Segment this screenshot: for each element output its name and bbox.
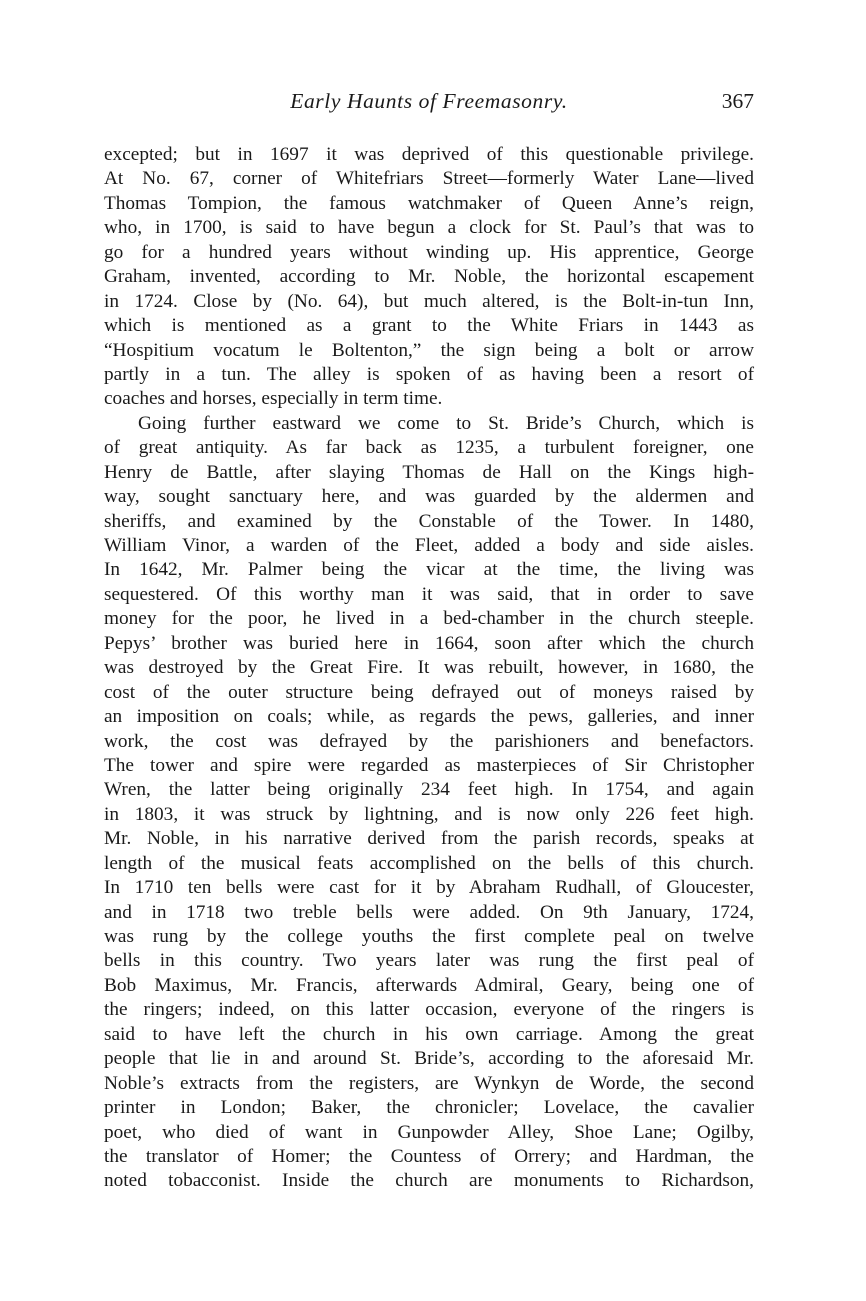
text-line: Graham, invented, according to Mr. Noble, the horizontal escapement — [104, 266, 754, 288]
text-line: which is mentioned as a grant to the White Friars in 1443 as — [104, 315, 754, 337]
text-line: money for the poor, he lived in a bed-chamber in the church steeple. — [104, 608, 754, 630]
text-line: Noble’s extracts from the registers, are Wynkyn de Worde, the second — [104, 1072, 754, 1094]
body-text — [104, 143, 754, 1194]
text-line: sequestered. Of this worthy man it was said, that in order to save — [104, 583, 754, 605]
text-line: in 1724. Close by (No. 64), but much altered, is the Bolt-in-tun Inn, — [104, 290, 754, 312]
text-line: in 1803, it was struck by lightning, and is now only 226 feet high. — [104, 803, 754, 825]
text-line: The tower and spire were regarded as masterpieces of Sir Christopher — [104, 754, 754, 776]
text-line: length of the musical feats accomplished on the bells of this church. — [104, 852, 754, 874]
text-line: In 1642, Mr. Palmer being the vicar at the time, the living was — [104, 559, 754, 581]
text-line: was rung by the college youths the first complete peal on twelve — [104, 926, 754, 947]
text-line: was destroyed by the Great Fire. It was rebuilt, however, in 1680, the — [104, 657, 754, 679]
running-head — [104, 86, 754, 116]
text-line: Wren, the latter being originally 234 feet high. In 1754, and again — [104, 779, 754, 801]
text-line: Pepys’ brother was buried here in 1664, soon after which the church — [104, 632, 754, 654]
text-line: William Vinor, a warden of the Fleet, added a body and side aisles. — [104, 535, 754, 556]
text-line: “Hospitium vocatum le Boltenton,” the sign being a bolt or arrow — [104, 339, 754, 361]
text-line: In 1710 ten bells were cast for it by Abraham Rudhall, of Gloucester, — [104, 877, 754, 899]
text-line: Mr. Noble, in his narrative derived from the parish records, speaks at — [104, 828, 754, 850]
paragraph — [104, 412, 754, 1194]
text-line: said to have left the church in his own carriage. Among the great — [104, 1023, 754, 1045]
paragraph — [104, 143, 754, 412]
text-line: an imposition on coals; while, as regards the pews, galleries, and inner — [104, 706, 754, 728]
text-line: noted tobacconist. Inside the church are monuments to Richardson, — [104, 1170, 754, 1192]
text-line: poet, who died of want in Gunpowder Alley, Shoe Lane; Ogilby, — [104, 1121, 754, 1143]
text-line: partly in a tun. The alley is spoken of as having been a resort of — [104, 363, 754, 385]
text-line: printer in London; Baker, the chronicler; Lovelace, the cavalier — [104, 1097, 754, 1119]
running-title: Early Haunts of Freemasonry. — [290, 89, 568, 113]
text-line: Bob Maximus, Mr. Francis, afterwards Admiral, Geary, being one of — [104, 974, 754, 996]
text-line: excepted; but in 1697 it was deprived of this questionable privilege. — [104, 144, 754, 165]
text-line: who, in 1700, is said to have begun a clock for St. Paul’s that was to — [104, 217, 754, 239]
text-line: go for a hundred years without winding up. His apprentice, George — [104, 241, 754, 263]
text-line: bells in this country. Two years later was rung the first peal of — [104, 950, 754, 972]
text-line: Going further eastward we come to St. Bride’s Church, which is — [138, 412, 754, 434]
text-line: the ringers; indeed, on this latter occasion, everyone of the ringers is — [104, 999, 754, 1021]
text-line: At No. 67, corner of Whitefriars Street—formerly Water Lane—lived — [104, 168, 754, 190]
text-line: cost of the outer structure being defrayed out of moneys raised by — [104, 681, 754, 703]
text-line: and in 1718 two treble bells were added. On 9th January, 1724, — [104, 901, 754, 923]
text-line: of great antiquity. As far back as 1235, a turbulent foreigner, one — [104, 437, 754, 459]
page-number: 367 — [721, 89, 754, 113]
text-line: work, the cost was defrayed by the parishioners and benefactors. — [104, 730, 754, 752]
text-line: Henry de Battle, after slaying Thomas de Hall on the Kings high- — [104, 461, 754, 483]
text-line: people that lie in and around St. Bride’s, according to the aforesaid Mr. — [104, 1048, 754, 1070]
text-line: the translator of Homer; the Countess of Orrery; and Hardman, the — [104, 1145, 754, 1167]
text-line: coaches and horses, especially in term time. — [104, 388, 443, 410]
text-line: sheriffs, and examined by the Constable of the Tower. In 1480, — [104, 510, 754, 532]
text-line: way, sought sanctuary here, and was guarded by the aldermen and — [104, 486, 754, 508]
text-line: Thomas Tompion, the famous watchmaker of Queen Anne’s reign, — [104, 192, 754, 214]
